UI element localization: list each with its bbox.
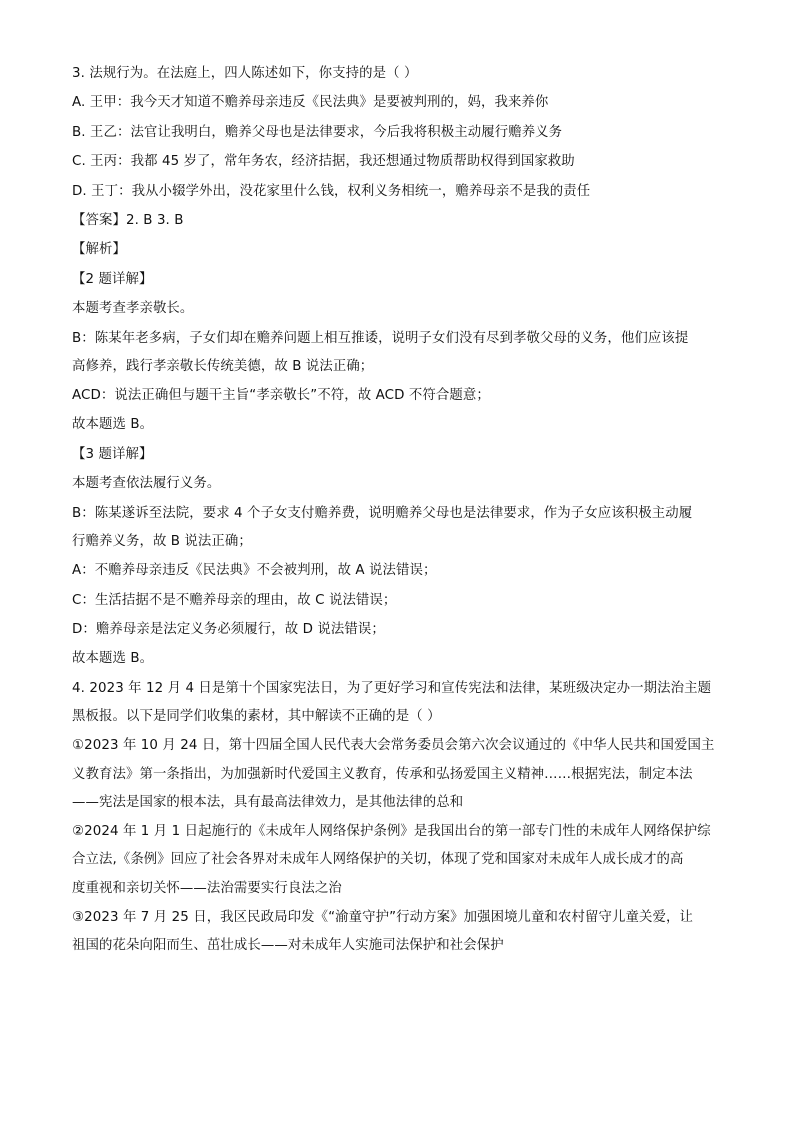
- question-4-line: 祖国的花朵向阳而生、茁壮成长——对未成年人实施司法保护和社会保护: [72, 938, 504, 954]
- detail-line: A：不赡养母亲违反《民法典》不会被判刑，故 A 说法错误；: [72, 563, 437, 579]
- question-4-line: 4. 2023 年 12 月 4 日是第十个国家宪法日，为了更好学习和宣传宪法和法律，某班级决定办一期法治主题: [72, 680, 712, 696]
- question-4: [72, 679, 728, 956]
- question-3-detail-heading: 【3 题详解】: [72, 446, 153, 462]
- question-4-line: 义教育法》第一条指出，为加强新时代爱国主义教育，传承和弘扬爱国主义精神……根据宪法，制定本法: [72, 766, 693, 782]
- detail-line: C：生活拮据不是不赡养母亲的理由，故 C 说法错误；: [72, 592, 397, 608]
- question-3-stem: 3. 法规行为。在法庭上，四人陈述如下，你支持的是（ ）: [72, 66, 418, 81]
- detail-line: 本题考查孝亲敬长。: [72, 301, 194, 317]
- detail-line: 本题考查依法履行义务。: [72, 476, 221, 492]
- question-4-line: ①2023 年 10 月 24 日，第十四届全国人民代表大会常务委员会第六次会议通过的《中华人民共和国爱国主: [72, 738, 715, 754]
- detail-line: B：陈某年老多病，子女们却在赡养问题上相互推诿，说明子女们没有尽到孝敬父母的义务，他们应该提: [72, 330, 689, 346]
- question-3: [72, 64, 728, 202]
- question-3-detail: [72, 445, 728, 670]
- detail-line: B：陈某遂诉至法院，要求 4 个子女支付赡养费，说明赡养父母也是法律要求，作为子女应该积极主动履: [72, 505, 693, 521]
- detail-line: 行赡养义务，故 B 说法正确；: [72, 533, 252, 549]
- question-4-line: ②2024 年 1 月 1 日起施行的《未成年人网络保护条例》是我国出台的第一部专门性的未成年人网络保护综: [72, 824, 711, 840]
- question-4-line: 度重视和亲切关怀——法治需要实行良法之治: [72, 880, 342, 896]
- detail-line: 故本题选 B。: [72, 417, 154, 433]
- question-3-option-b: B. 王乙：法官让我明白，赡养父母也是法律要求，今后我将积极主动履行赡养义务: [72, 124, 563, 140]
- detail-line: ACD：说法正确但与题干主旨“孝亲敬长”不符，故 ACD 不符合题意；: [72, 388, 490, 404]
- answer-line: 【答案】2. B 3. B: [72, 212, 184, 228]
- detail-line: 高修养，践行孝亲敬长传统美德，故 B 说法正确；: [72, 358, 374, 374]
- analysis-label: 【解析】: [72, 242, 126, 258]
- question-4-line: 合立法,《条例》回应了社会各界对未成年人网络保护的关切，体现了党和国家对未成年人成长成才的高: [72, 852, 684, 868]
- detail-line: D：赡养母亲是法定义务必须履行，故 D 说法错误；: [72, 622, 385, 638]
- question-3-option-a: A. 王甲：我今天才知道不赡养母亲违反《民法典》是要被判刑的，妈，我来养你: [72, 95, 549, 111]
- detail-line: 故本题选 B。: [72, 651, 154, 667]
- question-2-detail: [72, 270, 728, 436]
- question-3-option-d: D. 王丁：我从小辍学外出，没花家里什么钱，权利义务相统一，赡养母亲不是我的责任: [72, 183, 591, 199]
- question-3-option-c: C. 王丙：我都 45 岁了，常年务农，经济拮据，我还想通过物质帮助权得到国家救助: [72, 154, 575, 170]
- question-2-detail-heading: 【2 题详解】: [72, 271, 153, 287]
- question-4-line: 黑板报。以下是同学们收集的素材，其中解读不正确的是（ ）: [72, 708, 441, 724]
- question-4-line: ——宪法是国家的根本法，具有最高法律效力，是其他法律的总和: [72, 794, 464, 810]
- question-4-line: ③2023 年 7 月 25 日，我区民政局印发《“渝童守护”行动方案》加强困境儿童和农村留守儿童关爱，让: [72, 909, 693, 925]
